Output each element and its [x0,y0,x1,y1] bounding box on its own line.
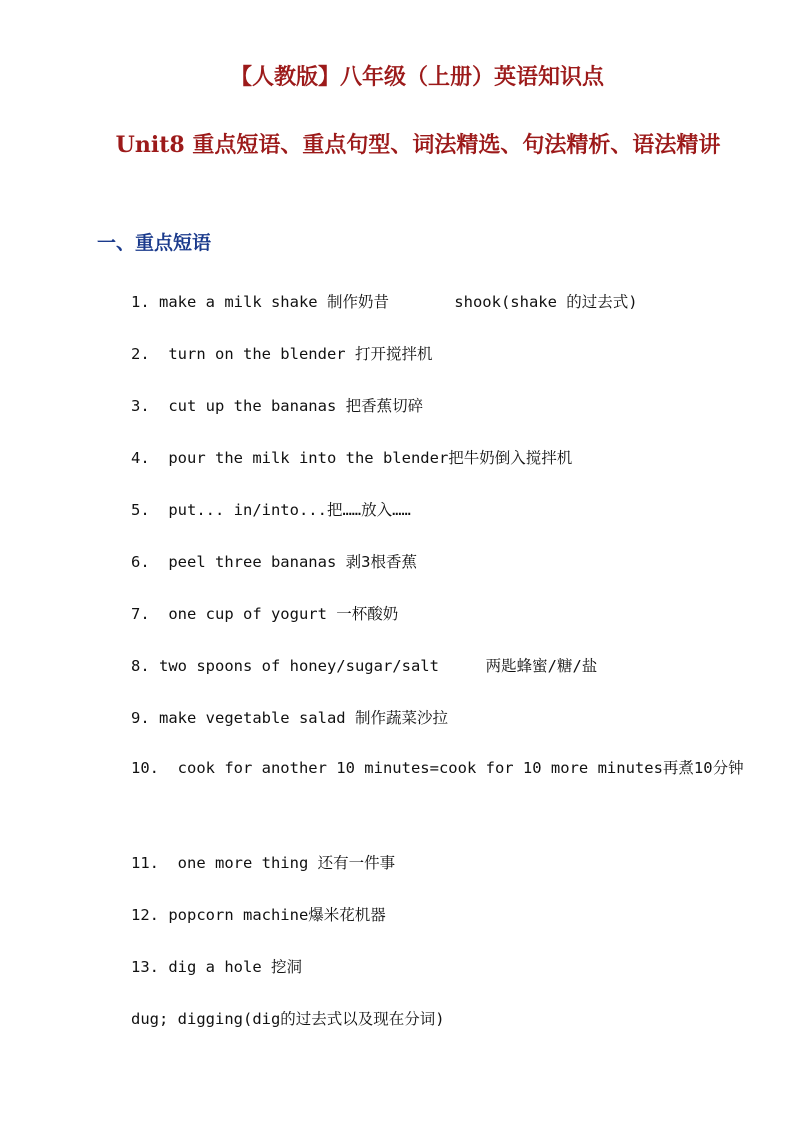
phrase-item-4: 4. pour the milk into the blender把牛奶倒入搅拌机 [131,449,573,467]
phrase-item-11: 11. one more thing 还有一件事 [131,854,396,872]
document-subtitle: Unit8 重点短语、重点句型、词法精选、句法精析、语法精讲 [115,132,721,158]
phrase-item-8: 8. two spoons of honey/sugar/salt 两匙蜂蜜/糖/盐 [131,657,598,675]
phrase-item-2: 2. turn on the blender 打开搅拌机 [131,345,433,363]
phrase-item-10: 10. cook for another 10 minutes=cook for 10 more minutes再煮10分钟 [131,759,744,777]
phrase-item-6: 6. peel three bananas 剥3根香蕉 [131,553,417,571]
phrase-item-1: 1. make a milk shake 制作奶昔 shook(shake 的过去式) [131,293,638,311]
phrase-item-5: 5. put... in/into...把……放入…… [131,501,411,519]
phrase-item-12: 12. popcorn machine爆米花机器 [131,906,386,924]
section-heading: 一、重点短语 [97,232,212,254]
document-title: 【人教版】八年级（上册）英语知识点 [229,64,604,90]
phrase-item-13: 13. dig a hole 挖洞 [131,958,302,976]
phrase-note: dug; digging(dig的过去式以及现在分词) [131,1010,445,1028]
phrase-item-9: 9. make vegetable salad 制作蔬菜沙拉 [131,709,448,727]
phrase-item-3: 3. cut up the bananas 把香蕉切碎 [131,397,424,415]
phrase-item-7: 7. one cup of yogurt 一杯酸奶 [131,605,399,623]
